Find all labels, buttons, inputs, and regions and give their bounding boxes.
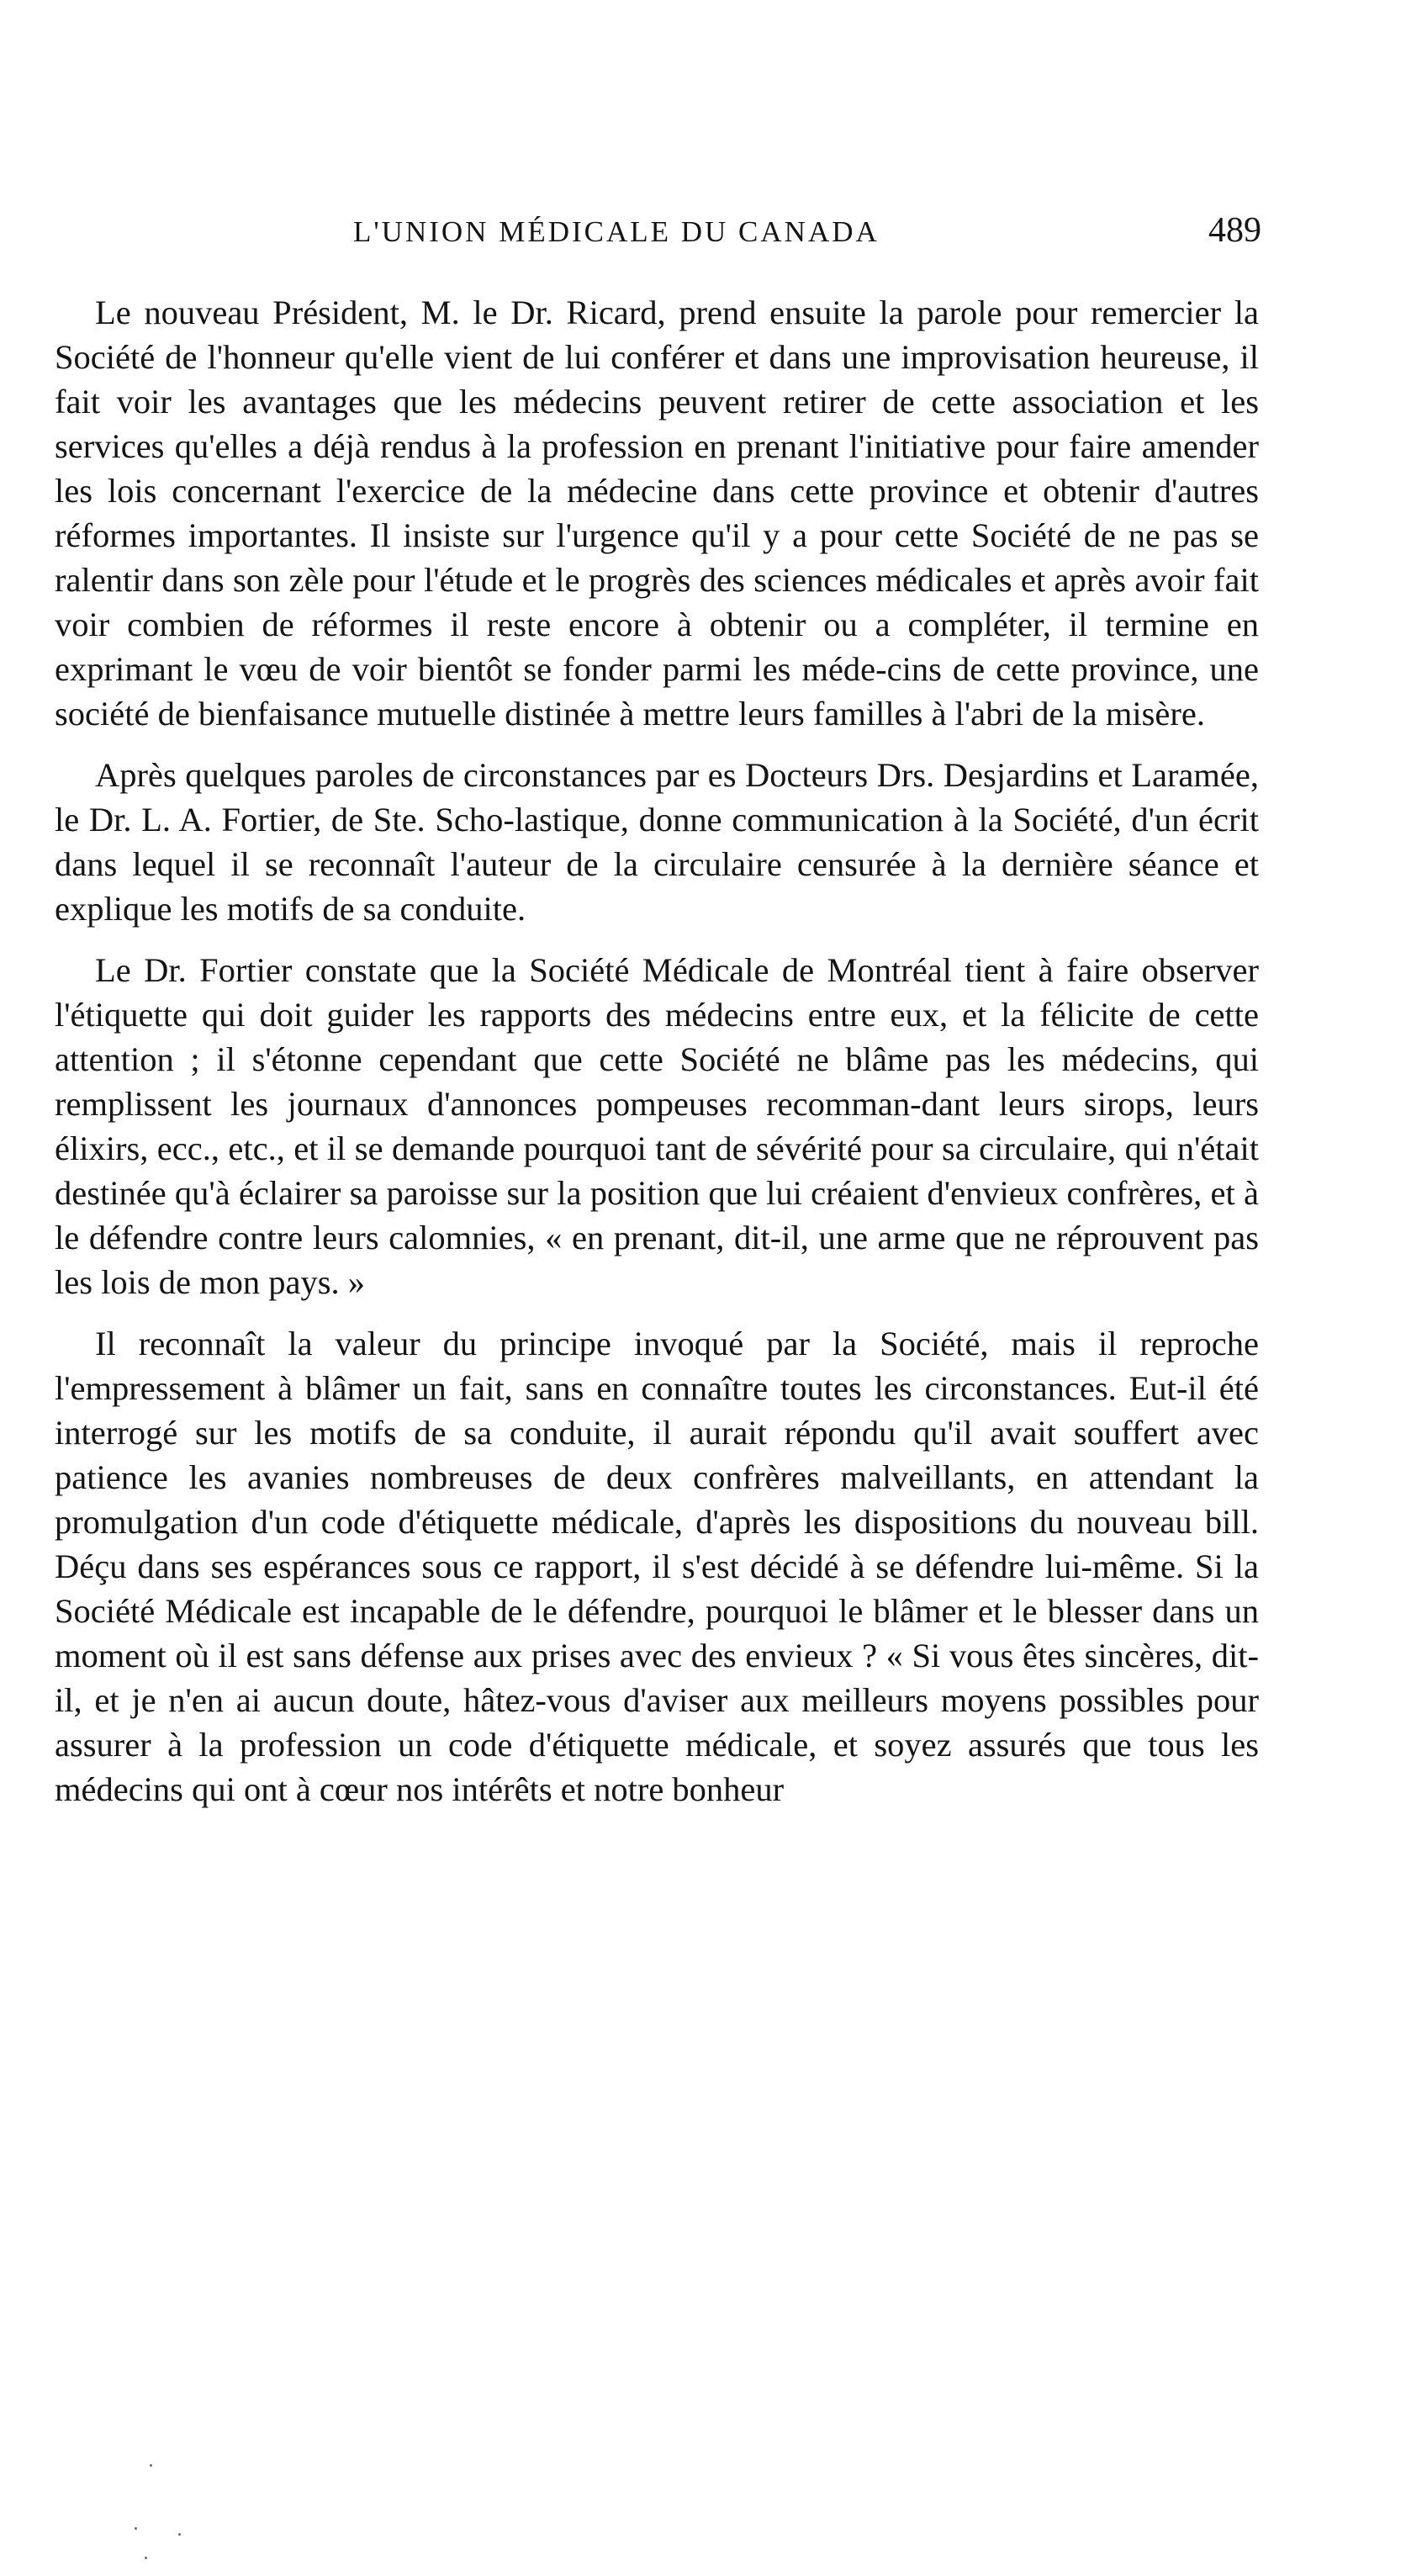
scan-speck [135,2527,137,2530]
paragraph-fortier-communication: Après quelques paroles de circonstances par es Docteurs Drs. Desjardins et Laramée, le Dr. L. A. Fortier, de Ste. Scho-lastique, donne communication à la Société, d'un écrit dans lequel il se reconnaît l'auteur de la circulaire censurée à la dernière séance et explique les motifs de sa conduite. [55,756,1259,928]
scan-speck [145,2557,147,2559]
running-title: L'UNION MÉDICALE DU CANADA [353,215,880,248]
scan-speck [150,2464,152,2467]
running-header [50,210,1261,269]
page-number: 489 [1208,211,1261,250]
paragraph-fortier-defense: Il reconnaît la valeur du principe invoqué par la Société, mais il reproche l'empressement à blâmer un fait, sans en connaître toutes les circonstances. Eut-il été interrogé sur les motifs de sa conduite, il aurait répondu qu'il avait souffert avec patience les avanies nombreuses de deux confrères malveillants, en attendant la promulgation d'un code d'étiquette médicale, d'après les dispositions du nouveau bill. Déçu dans ses espérances sous ce rapport, il s'est décidé à se défendre lui-même. Si la Société Médicale est incapable de le défendre, pourquoi le blâmer et le blesser dans un moment où il est sans défense aux prises avec des envieux ? « Si vous êtes sincères, dit-il, et je n'en ai aucun doute, hâtez-vous d'aviser aux meilleurs moyens possibles pour assurer à la profession un code d'étiquette médicale, et soyez assurés que tous les médecins qui ont à cœur nos intérêts et notre bonheur [55,1325,1259,1808]
scan-speck [178,2533,181,2536]
paragraph-president-speech: Le nouveau Président, M. le Dr. Ricard, prend ensuite la parole pour remercier la Société de l'honneur qu'elle vient de lui conférer et dans une improvisation heureuse, il fait voir les avantages que les médecins peuvent retirer de cette association et les services qu'elles a déjà rendus à la profession en prenant l'initiative pour faire amender les lois concernant l'exercice de la médecine dans cette province et obtenir d'autres réformes importantes. Il insiste sur l'urgence qu'il y a pour cette Société de ne pas se ralentir dans son zèle pour l'étude et le progrès des sciences médicales et après avoir fait voir combien de réformes il reste encore à obtenir ou a compléter, il termine en exprimant le vœu de voir bientôt se fonder parmi les méde-cins de cette province, une société de bienfaisance mutuelle distinée à mettre leurs familles à l'abri de la misère. [55,294,1259,733]
paragraph-fortier-etiquette: Le Dr. Fortier constate que la Société Médicale de Montréal tient à faire observer l'étiquette qui doit guider les rapports des médecins entre eux, et la félicite de cette attention ; il s'étonne cependant que cette Société ne blâme pas les médecins, qui remplissent les journaux d'annonces pompeuses recomman-dant leurs sirops, leurs élixirs, ecc., etc., et il se demande pourquoi tant de sévérité pour sa circulaire, qui n'était destinée qu'à éclairer sa paroisse sur la position que lui créaient d'envieux confrères, et à le défendre contre leurs calomnies, « en prenant, dit-il, une arme que ne réprouvent pas les lois de mon pays. » [55,951,1259,1301]
body-text [55,290,1259,1828]
